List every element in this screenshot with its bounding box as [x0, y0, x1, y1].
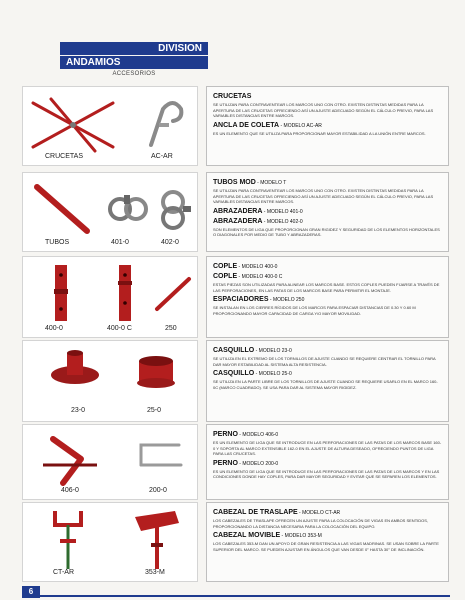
photo-tubos [22, 172, 198, 252]
photo-crucetas [22, 86, 198, 166]
footer-line [40, 595, 450, 597]
ancla-coleta-desc: ES UN ELEMENTO QUE SE UTILIZA PARA PROPORCIONAR MAYOR ESTABILIDAD A LA UNIÓN ENTRE MARCOS. [213, 130, 426, 136]
perno-406-title: PERNO - MODELO 406-0 [213, 431, 279, 438]
cabezal-movible-desc: LOS CABEZALES 353-M DAN UN APOYO DE GRAN RESISTENCIA A LAS VIGAS MADRINAS. SE USAN SOBRE LA PARTE SUPERIOR DEL MARCO. SE PUEDEN AJUSTAR EN ÁNGULOS QUE VAN DESDE 0° HASTA 30° DE INCLINACIÓN. [213, 541, 439, 552]
abrazadera-402-title: ABRAZADERA - MODELO 402-0 [213, 217, 303, 225]
andamios-label: ANDAMIOS [60, 56, 208, 69]
casquillo-25-desc: SE UTILIZA EN LA PARTE LIBRE DE LOS TORNILLOS DE AJUSTE CUANDO SE REQUIERE USARLO EN EL MARCO 160-0C (MARCO CUADRADO). SE USA PARA DAR AL SISTEMA MAYOR RIGIDEZ. [213, 379, 438, 390]
caption-ct-ar: CT-AR [53, 569, 74, 576]
perno-406-desc: ES UN ELEMENTO DE LIGA QUE SE INTRODUCE EN LAS PERFORACIONES DE LAS PATAS DE LOS MARCOS BASE 160-0 Y SOPORTA AL MARCO EXTENSIBLE 162-0 EN EL AJUSTE DE ALTURA DESEADO, OFRECIENDO PUNTOS DE LIGA PARA LAS CRUCETAS. [213, 440, 442, 456]
tubos-title: TUBOS MOD - MODELO T [213, 179, 287, 186]
cabezal-traslape-desc: LOS CABEZALES DE TRASLAPE OFRECEN UN AJUSTE PARA LA COLOCACIÓN DE VIGAS EN AMBOS SENTIDOS, PROPORCIONANDO LA DISTANCIA NECESARIA PARA LA COLOCACIÓN DEL EQUIPO. [213, 518, 429, 529]
caption-406-0: 406-0 [61, 487, 79, 494]
casquillo-23-title: CASQUILLO - MODELO 23-0 [213, 347, 292, 354]
cople-400-title: COPLE - MODELO 400-0 [213, 263, 278, 270]
caption-353-m: 353-M [145, 569, 165, 576]
accesorios-label: ACCESORIOS [112, 71, 156, 77]
cople-desc: ESTAS PIEZAS SON UTILIZADAS PARA ALINEAR LOS MARCOS BASE. ESTOS COPLES PUEDEN FIJARSE A TRAVÉS DE LAS PERFORACIONES, EN LAS PATAS DE LOS MARCOS BASE PARA PERMITIR EL MONTAJE. [213, 282, 440, 293]
caption-400-0-c: 400-0 C [107, 325, 132, 332]
cabezal-traslape-title: CABEZAL DE TRASLAPE - MODELO CT-AR [213, 509, 341, 516]
caption-23-0: 23-0 [71, 407, 86, 414]
text-cabezales [206, 502, 449, 582]
casquillo-25-title: CASQUILLO - MODELO 25-0 [213, 370, 292, 377]
espaciadores-title: ESPACIADORES - MODELO 250 [213, 296, 305, 303]
division-label: DIVISION [60, 42, 208, 55]
pernos-illustration [23, 425, 199, 501]
crucetas-title: CRUCETAS [213, 93, 252, 100]
caption-400-0: 400-0 [45, 325, 63, 332]
text-pernos [206, 424, 449, 500]
text-casquillos [206, 340, 449, 422]
cople-400c-title: COPLE - MODELO 400-0 C [213, 273, 283, 280]
cabezales-illustration [23, 503, 199, 583]
caption-crucetas: CRUCETAS [45, 153, 83, 160]
caption-200-0: 200-0 [149, 487, 167, 494]
caption-ac-ar: AC-AR [151, 153, 173, 160]
photo-coples [22, 256, 198, 338]
caption-25-0: 25-0 [147, 407, 162, 414]
text-tubos [206, 172, 449, 252]
section-header [60, 42, 208, 77]
page-number: 6 [22, 586, 40, 598]
casquillos-illustration [23, 341, 199, 423]
espaciadores-desc: SE INSTALAN EN LOS CIERRES RÍGIDOS DE LOS MARCOS PARA ESPACIAR DISTANCIAS DE 0.30 Y 0.60 M PROPORCIONANDO MAYOR CAPACIDAD DE CARGA Y/O MAYOR MOVILIDAD. [213, 305, 416, 316]
ancla-coleta-title: ANCLA DE COLETA - MODELO AC-AR [213, 121, 322, 129]
photo-cabezales [22, 502, 198, 582]
photo-casquillos [22, 340, 198, 422]
caption-250: 250 [165, 325, 177, 332]
crucetas-desc: SE UTILIZAN PARA CONTRAVENTEAR LOS MARCOS UNO CON OTRO. EXISTEN DISTINTAS MEDIDAS PARA LA APERTURA DE LAS CRUCETAS OFRECIENDO ASÍ UN AJUSTE ADECUADO SEGÚN EL CÁLCULO PREVIO, PARA LAS VARIABLES DISTANCIAS ENTRE MARCOS. [213, 102, 434, 118]
cabezal-movible-title: CABEZAL MOVIBLE - MODELO 353-M [213, 532, 322, 539]
casquillo-23-desc: SE UTILIZA EN EL EXTREMO DE LOS TORNILLOS DE AJUSTE CUANDO SE REQUIERE CENTRAR EL TORNILLO PARA DAR MAYOR ESTABILIDAD AL SISTEMA ALTA RESISTENCIA. [213, 356, 436, 367]
text-crucetas [206, 86, 449, 166]
abrazadera-401-title: ABRAZADERA - MODELO 401-0 [213, 207, 303, 215]
abrazadera-desc: SON ELEMENTOS DE LIGA QUE PROPORCIONAN GRAN RIGIDEZ Y SEGURIDAD DE LOS ELEMENTOS HORIZONTALES O DIAGONALES POR MEDIO DE TUBO Y ABRAZADERAS. [213, 226, 440, 237]
perno-200-title: PERNO - MODELO 200-0 [213, 459, 279, 467]
caption-tubos: TUBOS [45, 239, 70, 246]
tubos-desc: SE UTILIZAN PARA CONTRAVENTEAR LOS MARCOS UNO CON OTRO. EXISTEN DISTINTAS MEDIDAS PARA LA APERTURA DE LAS CRUCETAS OFRECIENDO ASÍ UN AJUSTE ADECUADO SEGÚN EL CÁLCULO PREVIO, PARA LAS VARIABLES DISTANCIAS ENTRE MARCOS. [213, 188, 434, 204]
text-coples [206, 256, 449, 338]
perno-200-desc: ES UN ELEMENTO DE LIGA QUE SE INTRODUCE EN LAS PERFORACIONES DE LAS PATAS DE LOS MARCOS Y EN LAS CONDICIONES DONDE HAY COPLES, PARA DAR MAYOR SEGURIDAD Y EVITAR QUE SE SEPAREN LOS ELEMENTOS. [213, 468, 440, 479]
caption-401-0: 401-0 [111, 239, 129, 246]
photo-pernos [22, 424, 198, 500]
caption-402-0: 402-0 [161, 239, 179, 246]
